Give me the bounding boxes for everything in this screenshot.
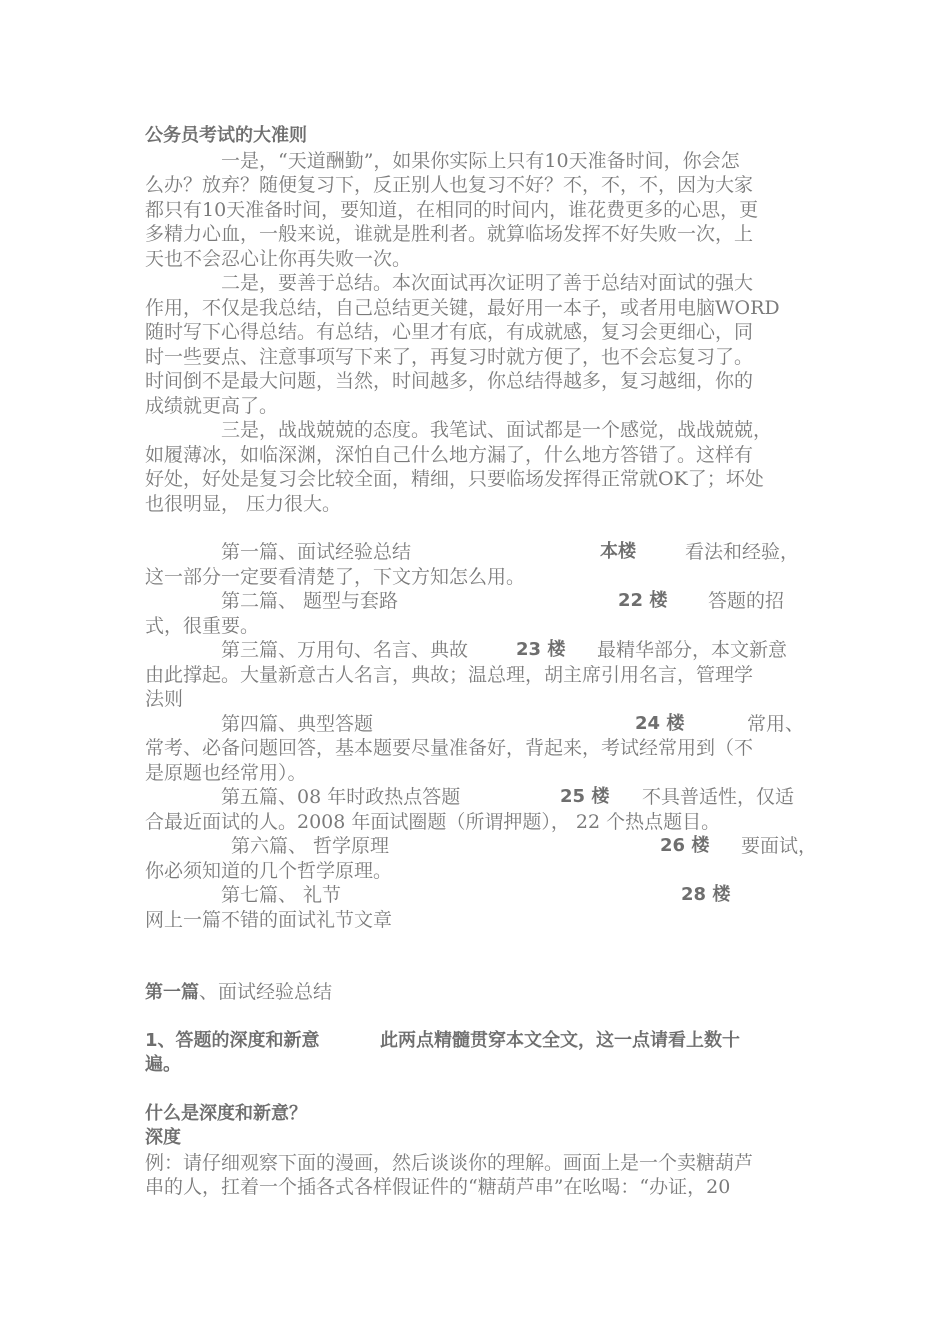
toc-item-desc: 常用、 <box>747 712 805 735</box>
text-line: 都只有10天准备时间，要知道，在相同的时间内，谁花费更多的心思，更 <box>145 198 759 221</box>
toc-item <box>145 834 818 859</box>
sub-heading: 深度 <box>145 1127 181 1148</box>
point-heading-title: 1、答题的深度和新意 <box>145 1029 320 1051</box>
toc-item <box>145 638 815 663</box>
point-heading-desc: 此两点精髓贯穿本文全文，这一点请看上数十 <box>380 1029 740 1051</box>
toc-item-name: 第三篇、万用句、名言、典故 <box>221 639 469 661</box>
toc-item-desc-cont: 是原题也经常用）。 <box>145 761 307 784</box>
toc-item-desc-cont: 法则 <box>145 688 184 710</box>
toc-item-desc: 要面试， <box>741 835 818 857</box>
text-line: 三是，战战兢兢的态度。我笔试、面试都是一个感觉，战战兢兢， <box>221 419 773 441</box>
document-page <box>145 124 818 1200</box>
toc-item-desc: 不具普适性，仅适 <box>642 786 795 808</box>
text-line: 随时写下心得总结。有总结，心里才有底，有成就感，复习会更细心，同 <box>145 321 754 343</box>
section-heading-rest: 、面试经验总结 <box>199 981 333 1003</box>
toc-item-name: 第五篇、08 年时政热点答题 <box>221 786 461 808</box>
section-heading-bold: 第一篇 <box>145 982 199 1003</box>
toc-item-desc-cont: 常考、必备问题回答，基本题要尽量准备好，背起来，考试经常用到（不 <box>145 737 754 759</box>
toc-item-name: 第四篇、典型答题 <box>221 712 374 735</box>
text-line: 时一些要点、注意事项写下来了，再复习时就方便了，也不会忘复习了。 <box>145 345 754 368</box>
toc-item-floor: 26 楼 <box>660 835 710 856</box>
toc-item-name: 第六篇、 哲学原理 <box>231 835 390 857</box>
point-heading-desc-cont: 遍。 <box>145 1054 181 1075</box>
text-line: 天也不会忍心让你再失败一次。 <box>145 247 412 270</box>
toc-item-desc-cont: 式，很重要。 <box>145 614 260 637</box>
text-line: 成绩就更高了。 <box>145 394 279 417</box>
text-line: 二是，要善于总结。本次面试再次证明了善于总结对面试的强大 <box>221 272 754 294</box>
toc-item <box>145 712 815 737</box>
toc-item-desc-cont: 这一部分一定要看清楚了，下文方知怎么用。 <box>145 565 526 588</box>
toc-item <box>145 785 815 810</box>
toc-item <box>145 883 815 908</box>
toc-item-name: 第一篇、面试经验总结 <box>221 541 412 563</box>
toc-item-floor: 25 楼 <box>560 786 610 807</box>
point-heading <box>145 1029 815 1054</box>
intro-paragraph-2 <box>145 271 815 418</box>
intro-paragraph-1 <box>145 149 815 272</box>
toc-item-desc: 答题的招 <box>708 590 785 612</box>
section-heading <box>145 980 815 1005</box>
toc-item-floor: 本楼 <box>600 541 636 562</box>
text-line: 么办？放弃？随便复习下，反正别人也复习不好？不，不，不，因为大家 <box>145 174 754 196</box>
text-line: 也很明显， 压力很大。 <box>145 492 342 515</box>
toc-item-name: 第七篇、 礼节 <box>221 884 342 906</box>
text-line: 好处，好处是复习会比较全面，精细，只要临场发挥得正常就OK了；坏处 <box>145 468 764 490</box>
text-line: 如履薄冰，如临深渊，深怕自己什么地方漏了，什么地方答错了。这样有 <box>145 443 754 466</box>
document-title: 公务员考试的大准则 <box>145 125 307 146</box>
toc-item-floor: 23 楼 <box>516 639 566 660</box>
toc-item-floor: 28 楼 <box>681 884 731 905</box>
toc-item-desc-cont: 合最近面试的人。2008 年面试圈题（所谓押题）， 22 个热点题目。 <box>145 810 721 833</box>
toc-item <box>145 540 815 565</box>
toc-item-desc: 最精华部分，本文新意 <box>597 639 788 661</box>
toc-item-floor: 24 楼 <box>635 712 685 734</box>
toc-item-desc-cont: 网上一篇不错的面试礼节文章 <box>145 908 393 931</box>
intro-paragraph-3 <box>145 418 815 516</box>
question-heading: 什么是深度和新意？ <box>145 1102 307 1124</box>
text-line: 串的人，扛着一个插各式各样假证件的“糖葫芦串”在吆喝：“办证，20 <box>145 1176 731 1198</box>
toc-item <box>145 589 815 614</box>
text-line: 例：请仔细观察下面的漫画，然后谈谈你的理解。画面上是一个卖糖葫芦 <box>145 1151 754 1174</box>
text-line: 一是，“天道酬勤”，如果你实际上只有10天准备时间，你会怎 <box>221 149 740 172</box>
table-of-contents <box>145 540 818 932</box>
text-line: 多精力心血，一般来说，谁就是胜利者。就算临场发挥不好失败一次，上 <box>145 223 754 245</box>
toc-item-floor: 22 楼 <box>618 590 668 611</box>
toc-item-desc-cont: 由此撑起。大量新意古人名言，典故；温总理，胡主席引用名言，管理学 <box>145 663 754 686</box>
toc-item-name: 第二篇、 题型与套路 <box>221 590 399 612</box>
text-line: 时间倒不是最大问题，当然，时间越多，你总结得越多，复习越细，你的 <box>145 370 754 392</box>
toc-item-desc-cont: 你必须知道的几个哲学原理。 <box>145 859 393 882</box>
toc-item-desc: 看法和经验， <box>685 541 800 563</box>
text-line: 作用，不仅是我总结，自己总结更关键，最好用一本子，或者用电脑WORD <box>145 296 780 319</box>
